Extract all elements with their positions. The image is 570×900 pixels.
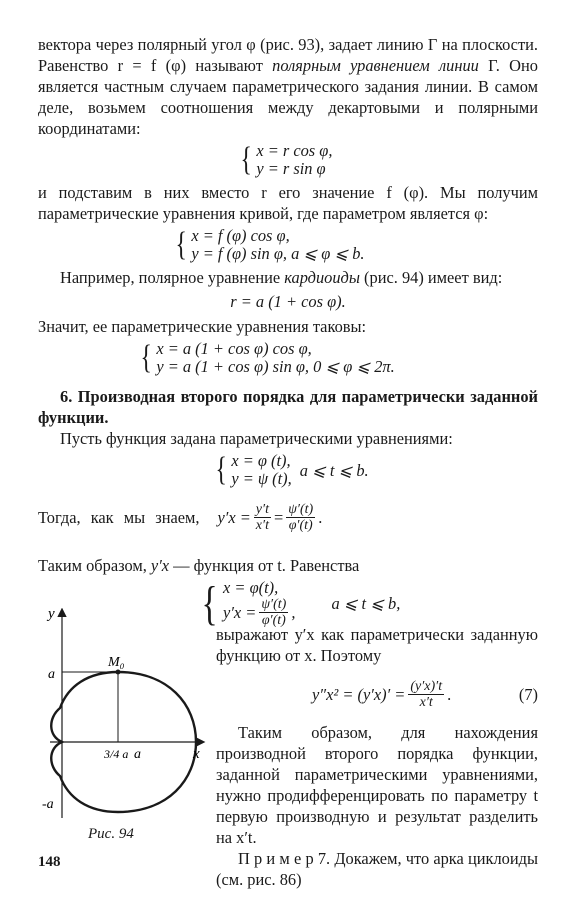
section-heading: 6. Производная второго порядка для параметрически заданной функции. bbox=[38, 387, 538, 427]
paragraph-4: Значит, ее параметрические уравнения таковы: bbox=[38, 317, 367, 336]
a-bottom-label: -a bbox=[42, 797, 54, 812]
page-number: 148 bbox=[38, 854, 61, 870]
figure-caption: Рис. 94 bbox=[88, 826, 134, 842]
a-top-label: a bbox=[48, 667, 55, 682]
equation-cardioid-parametric: { x = a (1 + cos φ) cos φ, y = a (1 + cos φ) sin φ, 0 ⩽ φ ⩽ 2π. bbox=[140, 339, 395, 376]
book-page bbox=[38, 34, 538, 632]
paragraph-7: Таким образом, y′x — функция от t. Равенства bbox=[38, 556, 360, 575]
equation-second-derivative: y″x² = (y′x)′ = $\frac{(y'x)'t}{x't}$ . (7) bbox=[312, 678, 538, 710]
paragraph-9: Таким образом, для нахождения производной второго порядка функции, заданной параметрическими уравнениями, нужно продифференцировать по параметру t первую производную и результат разделить на x′t. bbox=[216, 723, 538, 847]
y-axis-label: y bbox=[48, 608, 55, 622]
m0-point bbox=[116, 670, 121, 675]
paragraph-3: Например, полярное уравнение кардиоиды (рис. 94) имеет вид: bbox=[60, 268, 503, 287]
paragraph-5: Пусть функция задана параметрическими уравнениями: bbox=[60, 429, 453, 448]
paragraph-10: П р и м е р 7. Докажем, что арка циклоиды (см. рис. 86) bbox=[216, 849, 538, 889]
m0-label: M₀ bbox=[108, 655, 125, 670]
equation-cardioid: r = a (1 + cos φ). bbox=[230, 292, 346, 311]
equation-param-function: { x = φ (t), y = ψ (t), a ⩽ t ⩽ b. bbox=[215, 451, 369, 488]
equation-parametric-curve: { x = f (φ) cos φ, y = f (φ) sin φ, a ⩽ φ ⩽ b. bbox=[175, 226, 365, 263]
cardioid-plot bbox=[38, 608, 208, 823]
derivative-line: Тогда, как мы знаем, y′x = $\frac{y't}{x't}$ = $\frac{\psi'(t)}{\varphi'(t)}$ . bbox=[38, 502, 323, 533]
three-quarter-a-label: 3/4 a bbox=[104, 747, 129, 761]
paragraph-2: и подставим в них вместо r его значение f (φ). Мы получим параметрические уравнения кривой, где параметром является φ: bbox=[38, 183, 538, 223]
equation-polar-cartesian: { x = r cos φ, y = r sin φ bbox=[240, 141, 333, 178]
right-column bbox=[216, 624, 538, 890]
x-axis-label: x bbox=[193, 746, 200, 762]
a-right-label: a bbox=[134, 747, 141, 762]
paragraph-8: выражают y′x как параметрически заданную функцию от x. Поэтому bbox=[216, 625, 538, 665]
paragraph-1: вектора через полярный угол φ (рис. 93), задает линию Г на плоскости. Равенство r = f (φ) называют полярным уравнением линии Г. Оно является частным случаем параметрического задания линии. В самом деле, возьмем соотношения между декартовыми и полярными координатами: bbox=[38, 35, 538, 138]
equation-derivative-system: { x = φ(t), y′x = $\frac{\psi'(t)}{\varphi'(t)}$ , a ⩽ t ⩽ b, bbox=[201, 576, 401, 630]
figure-cardioid bbox=[38, 608, 208, 843]
